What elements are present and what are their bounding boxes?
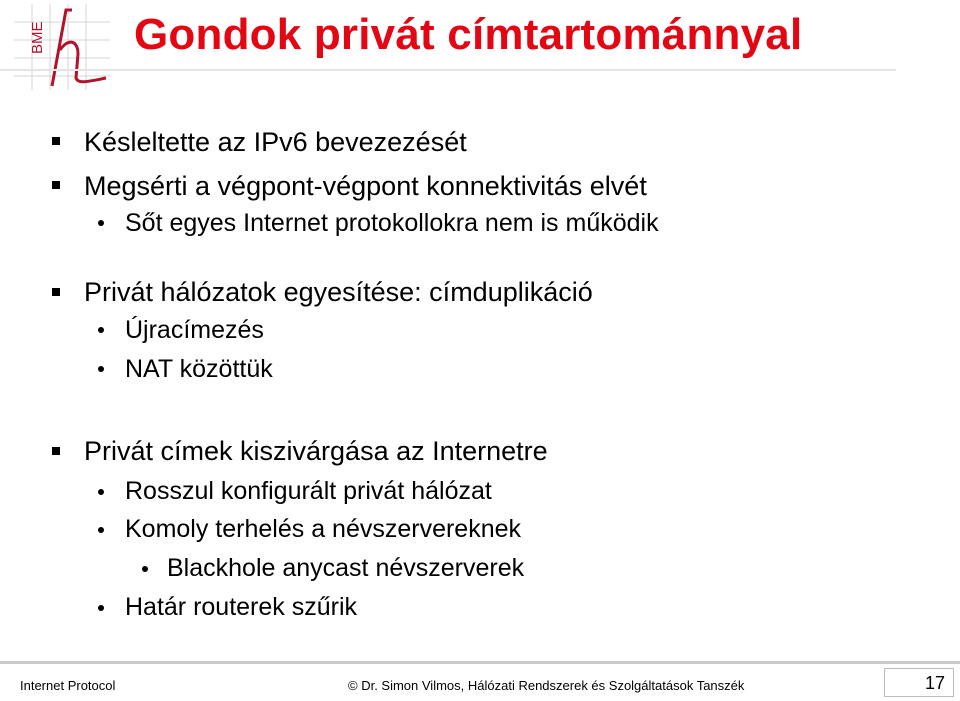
slide-title: Gondok privát címtartománnyal [134,10,803,59]
square-bullet-icon [52,288,60,296]
bme-logo-graphic [14,4,110,90]
footer-course-name: Internet Protocol [20,678,116,693]
svg-text:BME: BME [29,21,46,54]
bullet-item: Megsérti a végpont-végpont konnektivitás elvét [84,171,647,201]
sub-bullet-item: Határ routerek szűrik [125,593,358,621]
bullet-item: Privát hálózatok egyesítése: címduplikáció [84,277,593,307]
round-bullet-icon [98,220,104,226]
sub-bullet-item: Rosszul konfigurált privát hálózat [125,477,492,505]
round-bullet-icon [98,605,104,611]
round-bullet-icon [98,366,104,372]
footer-divider [0,661,960,664]
title-divider [0,69,896,71]
page-number-box [884,668,954,697]
sub-bullet-item: Újracímezés [125,316,264,344]
bme-logo [14,4,110,90]
round-bullet-icon [142,566,148,572]
sub-bullet-item: Sőt egyes Internet protokollokra nem is működik [125,209,659,237]
round-bullet-icon [98,489,104,495]
square-bullet-icon [52,137,60,145]
page-number: 17 [924,673,945,693]
bullet-item: Privát címek kiszivárgása az Internetre [84,436,548,466]
square-bullet-icon [52,447,60,455]
sub-sub-bullet-item: Blackhole anycast névszerverek [167,554,525,582]
slide-footer [0,661,960,701]
sub-bullet-item: Komoly terhelés a névszervereknek [125,515,522,543]
footer-copyright: © Dr. Simon Vilmos, Hálózati Rendszerek és Szolgáltatások Tanszék [348,678,745,693]
bullet-item: Késleltette az IPv6 bevezezését [84,127,467,157]
sub-bullet-item: NAT közöttük [125,355,273,383]
round-bullet-icon [98,327,104,333]
round-bullet-icon [98,527,104,533]
square-bullet-icon [52,181,60,189]
